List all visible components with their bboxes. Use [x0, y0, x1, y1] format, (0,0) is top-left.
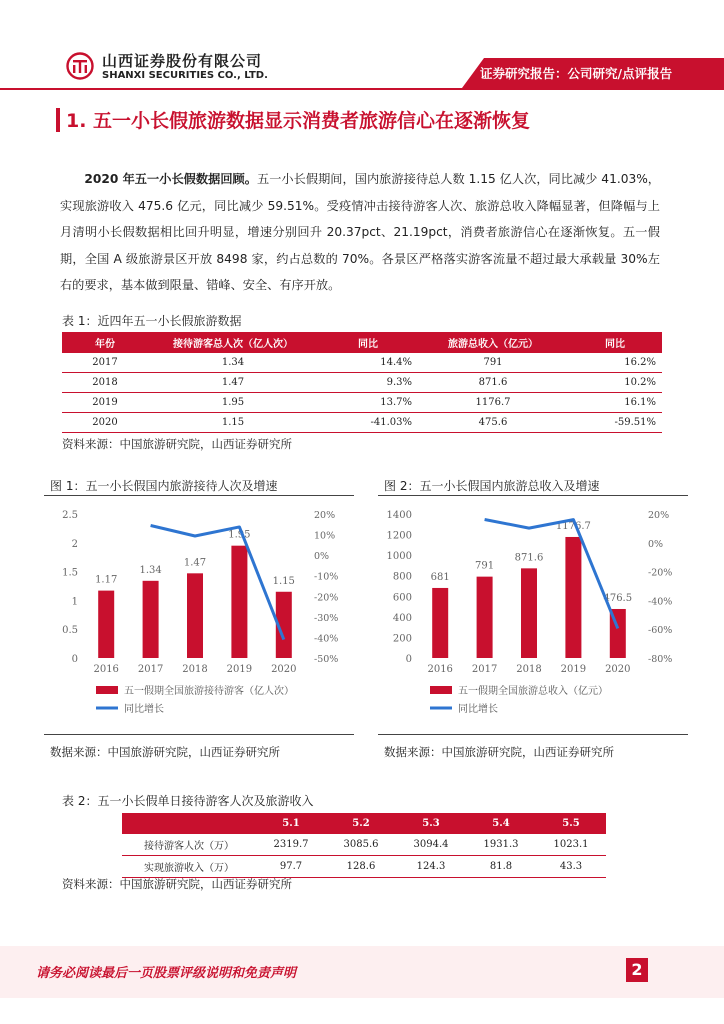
- table-cell: 1.34: [148, 353, 318, 373]
- table-cell: 2017: [62, 353, 148, 373]
- paragraph-lead: 2020 年五一小长假数据回顾。: [84, 172, 257, 186]
- table-cell: -41.03%: [318, 413, 418, 433]
- table-row: [122, 856, 606, 878]
- y2-tick-label: -80%: [648, 654, 673, 665]
- table1-header: 接待游客总人次（亿人次）: [148, 332, 318, 353]
- x-tick-label: 2016: [93, 664, 119, 675]
- x-tick-label: 2020: [605, 664, 631, 675]
- y-tick-label: 2: [71, 538, 78, 550]
- table-cell: 475.6: [418, 413, 568, 433]
- section-title: 1. 五一小长假旅游数据显示消费者旅游信心在逐渐恢复: [66, 110, 531, 132]
- bar: [231, 546, 247, 658]
- bar-data-label: 1.95: [228, 529, 251, 541]
- legend-bar-swatch: [430, 686, 452, 694]
- table2-header: 5.1: [256, 813, 326, 834]
- table2-source: 资料来源：中国旅游研究院，山西证券研究所: [62, 877, 292, 891]
- y2-tick-label: -20%: [314, 592, 339, 604]
- yoy-growth-line: [485, 519, 618, 628]
- bar: [565, 537, 581, 658]
- y2-tick-label: 0%: [314, 551, 330, 563]
- y2-tick-label: 20%: [648, 510, 670, 521]
- legend-bar-label: 五一假期全国旅游接待游客（亿人次）: [124, 686, 294, 697]
- y2-tick-label: -20%: [648, 567, 673, 579]
- table-row: [62, 353, 662, 373]
- x-tick-label: 2018: [182, 664, 208, 675]
- y-tick-label: 0: [71, 654, 78, 665]
- table-cell: 1.95: [148, 393, 318, 413]
- table-cell: 2319.7: [256, 834, 326, 856]
- summary-paragraph: [60, 166, 660, 299]
- chart2-source: 数据来源：中国旅游研究院，山西证券研究所: [384, 745, 614, 759]
- table-cell: 16.1%: [568, 393, 662, 413]
- bar-data-label: 1.17: [95, 574, 118, 586]
- table-cell: 3085.6: [326, 834, 396, 856]
- legend-bar-swatch: [96, 686, 118, 694]
- table1-title: 表 1：近四年五一小长假旅游数据: [62, 314, 242, 328]
- chart1-title: 图 1：五一小长假国内旅游接待人次及增速: [50, 479, 278, 493]
- table-cell: 97.7: [256, 856, 326, 878]
- bar-data-label: 1176.7: [555, 520, 591, 532]
- y2-tick-label: 10%: [314, 530, 336, 542]
- chart2: [378, 498, 688, 734]
- table2-header: 5.4: [466, 813, 536, 834]
- y-tick-label: 400: [392, 612, 412, 624]
- bar: [187, 573, 203, 658]
- table2-header: 5.3: [396, 813, 466, 834]
- table-row: [62, 393, 662, 413]
- y2-tick-label: -10%: [314, 571, 339, 583]
- table-cell: 接待游客人次（万）: [122, 834, 256, 856]
- section-marker: [56, 108, 60, 132]
- table1-header: 同比: [568, 332, 662, 353]
- table-cell: 2019: [62, 393, 148, 413]
- y-tick-label: 0: [405, 654, 412, 665]
- bar: [143, 581, 159, 658]
- table-cell: 791: [418, 353, 568, 373]
- table-cell: 1176.7: [418, 393, 568, 413]
- y2-tick-label: -40%: [314, 633, 339, 645]
- table-cell: 1.15: [148, 413, 318, 433]
- chart2-bottom-rule: [378, 734, 688, 735]
- table1-source: 资料来源：中国旅游研究院，山西证券研究所: [62, 437, 292, 451]
- table2-header: [122, 813, 256, 834]
- bar-data-label: 476.5: [603, 592, 633, 604]
- y2-tick-label: 20%: [314, 510, 336, 521]
- company-logo-icon: [66, 52, 94, 80]
- y-tick-label: 2.5: [62, 510, 78, 521]
- x-tick-label: 2018: [516, 664, 542, 675]
- table1-header-row: [62, 332, 662, 353]
- y-tick-label: 1200: [386, 530, 412, 542]
- table2-title: 表 2：五一小长假单日接待游客人次及旅游收入: [62, 794, 314, 808]
- table-cell: 81.8: [466, 856, 536, 878]
- table-cell: 10.2%: [568, 373, 662, 393]
- y-tick-label: 600: [392, 592, 412, 604]
- bar-data-label: 1.34: [139, 564, 162, 576]
- legend-bar-label: 五一假期全国旅游总收入（亿元）: [458, 686, 608, 697]
- footer-disclaimer: 请务必阅读最后一页股票评级说明和免责声明: [36, 966, 297, 981]
- x-tick-label: 2019: [226, 664, 253, 675]
- table-cell: 3094.4: [396, 834, 466, 856]
- x-tick-label: 2016: [427, 664, 453, 675]
- table-cell: 2020: [62, 413, 148, 433]
- x-tick-label: 2020: [271, 664, 297, 675]
- table-cell: 9.3%: [318, 373, 418, 393]
- bar: [477, 577, 493, 658]
- y-tick-label: 1: [71, 596, 78, 608]
- table-cell: 871.6: [418, 373, 568, 393]
- header-divider: [0, 88, 724, 90]
- table-cell: 13.7%: [318, 393, 418, 413]
- chart2-top-rule: [378, 495, 688, 496]
- y-tick-label: 200: [392, 633, 412, 645]
- table-cell: 实现旅游收入（万）: [122, 856, 256, 878]
- y2-tick-label: -60%: [648, 625, 673, 637]
- table-row: [122, 834, 606, 856]
- table2-header: 5.5: [536, 813, 606, 834]
- bar-data-label: 791: [475, 560, 495, 572]
- table-cell: 14.4%: [318, 353, 418, 373]
- table-cell: -59.51%: [568, 413, 662, 433]
- bar-data-label: 1.15: [272, 575, 295, 587]
- bar: [521, 568, 537, 658]
- x-tick-label: 2017: [471, 664, 498, 675]
- y2-tick-label: -40%: [648, 596, 673, 608]
- x-tick-label: 2017: [137, 664, 164, 675]
- table-cell: 128.6: [326, 856, 396, 878]
- chart1: [44, 498, 354, 734]
- table2-header-row: [122, 813, 606, 834]
- table1-header: 年份: [62, 332, 148, 353]
- legend-line-label: 同比增长: [458, 704, 498, 715]
- table1: [62, 332, 662, 433]
- table-cell: 1.47: [148, 373, 318, 393]
- x-tick-label: 2019: [560, 664, 587, 675]
- paragraph-body: 五一小长假期间，国内旅游接待总人数 1.15 亿人次，同比减少 41.03%，实现旅游收入 475.6 亿元，同比减少 59.51%。受疫情冲击接待游客人次、旅游总收入降幅显著，但降幅与上月清明小长假数据相比回升明显，增速分别回升 20.37pct、21.19pct，消费者旅游信心在逐渐恢复。五一假期，全国 A 级旅游景区开放 8498 家，约占总数的 70%。各景区严格落实游客流量不超过最大承载量 30%左右的要求，基本做到限量、错峰、安全、有序开放。: [60, 172, 660, 293]
- table-cell: 16.2%: [568, 353, 662, 373]
- legend-line-label: 同比增长: [124, 704, 164, 715]
- bar-data-label: 681: [430, 571, 450, 583]
- table-row: [62, 413, 662, 433]
- yoy-growth-line: [151, 526, 284, 640]
- chart1-top-rule: [44, 495, 354, 496]
- y2-tick-label: -30%: [314, 612, 339, 624]
- page-number: 2: [626, 958, 648, 982]
- table-cell: 1023.1: [536, 834, 606, 856]
- y-tick-label: 1.5: [62, 567, 78, 579]
- y-tick-label: 0.5: [62, 625, 78, 637]
- table2-header: 5.2: [326, 813, 396, 834]
- bar: [432, 588, 448, 658]
- y-tick-label: 1000: [386, 551, 412, 563]
- table-cell: 124.3: [396, 856, 466, 878]
- report-type-label: 证券研究报告：公司研究/点评报告: [480, 66, 673, 81]
- bar-data-label: 1.47: [183, 557, 207, 569]
- table2: [122, 813, 606, 878]
- y2-tick-label: -50%: [314, 654, 339, 665]
- company-name-cn: 山西证券股份有限公司: [102, 52, 263, 70]
- y-tick-label: 1400: [386, 510, 412, 521]
- bar: [98, 591, 114, 658]
- company-name-en: SHANXI SECURITIES CO., LTD.: [102, 70, 268, 81]
- y-tick-label: 800: [392, 571, 412, 583]
- y2-tick-label: 0%: [648, 538, 664, 550]
- table1-header: 同比: [318, 332, 418, 353]
- chart1-bottom-rule: [44, 734, 354, 735]
- chart2-title: 图 2：五一小长假国内旅游总收入及增速: [384, 479, 600, 493]
- table1-header: 旅游总收入（亿元）: [418, 332, 568, 353]
- table-cell: 43.3: [536, 856, 606, 878]
- chart1-source: 数据来源：中国旅游研究院，山西证券研究所: [50, 745, 280, 759]
- table-cell: 2018: [62, 373, 148, 393]
- bar-data-label: 871.6: [514, 552, 544, 564]
- table-row: [62, 373, 662, 393]
- table-cell: 1931.3: [466, 834, 536, 856]
